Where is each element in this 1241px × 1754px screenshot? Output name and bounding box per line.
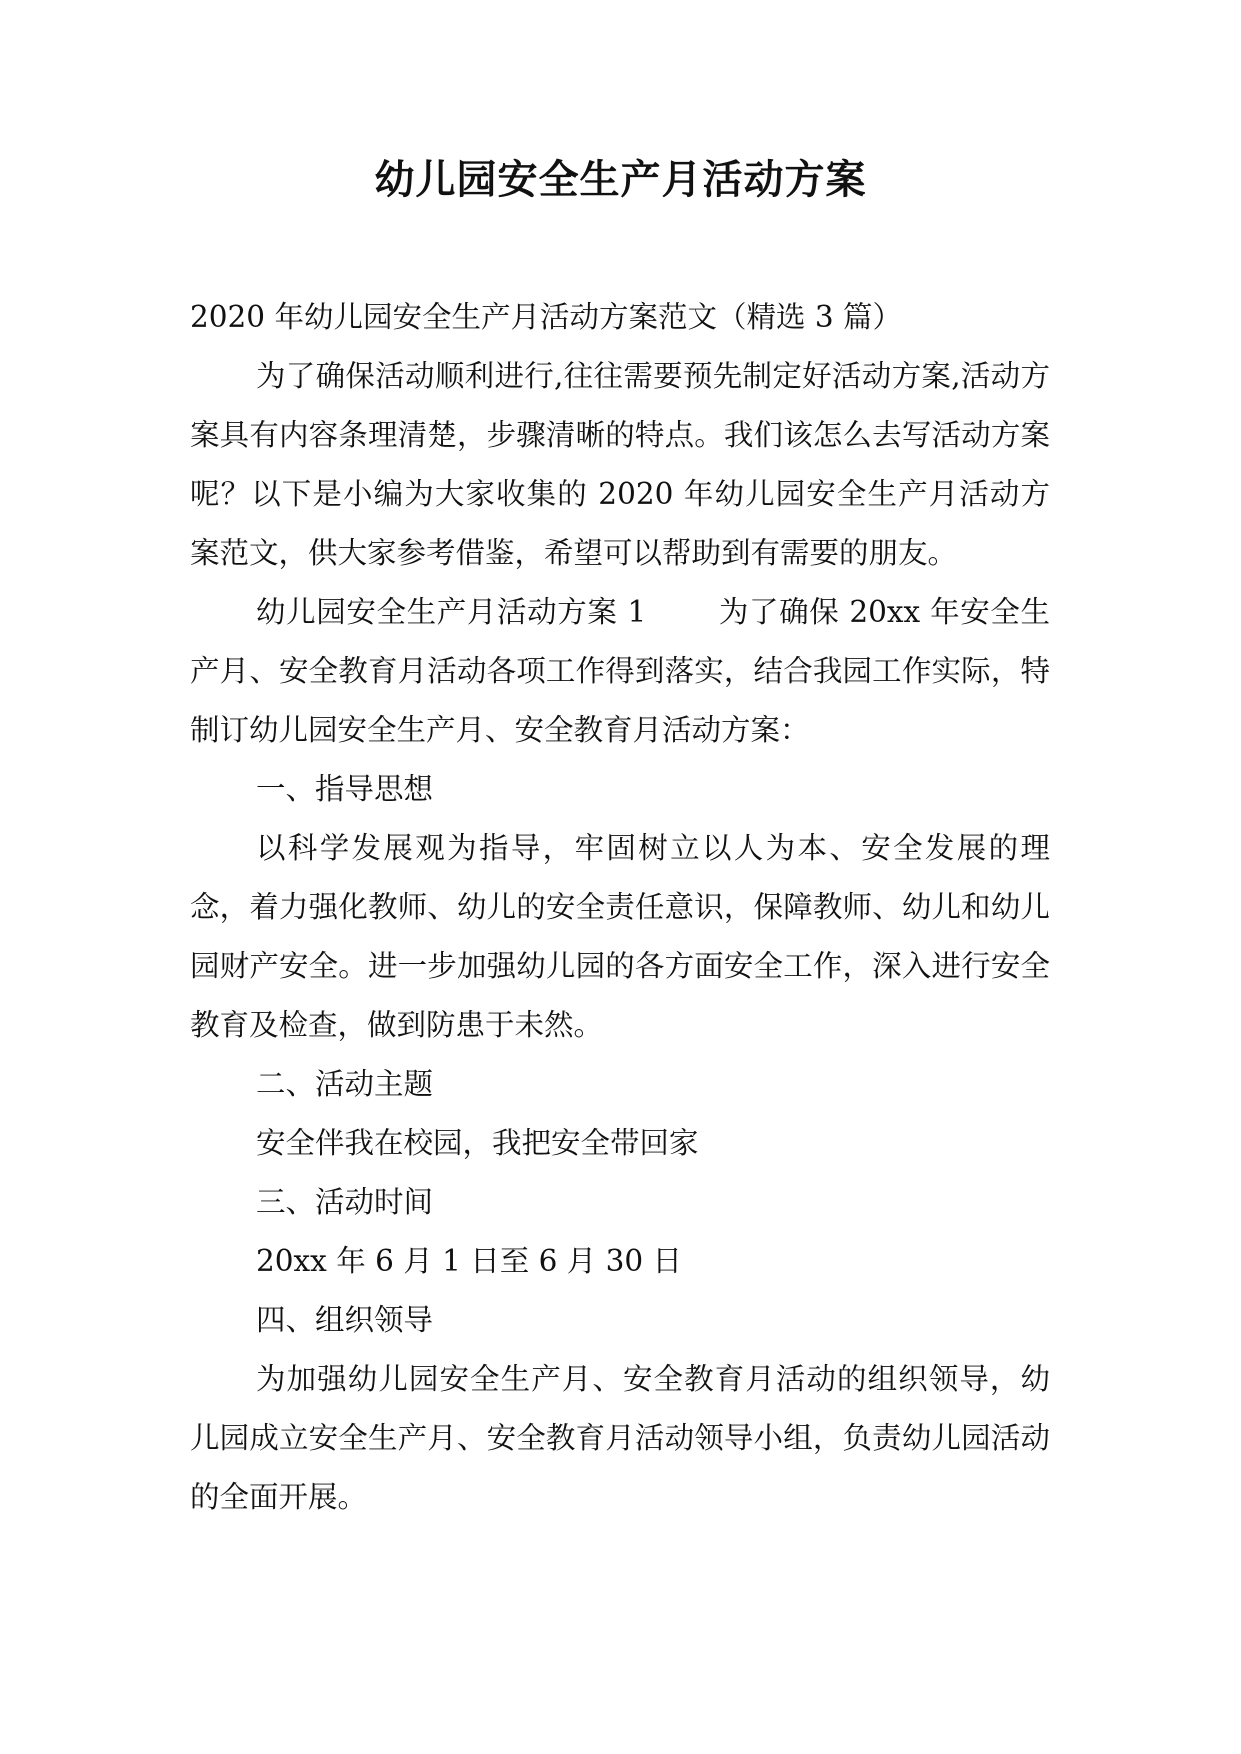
section-heading-organization: 四、组织领导 xyxy=(256,1303,434,1337)
section-body-activity-theme: 安全伴我在校园，我把安全带回家 xyxy=(256,1126,699,1160)
section-heading-activity-theme: 二、活动主题 xyxy=(256,1067,434,1101)
intro-paragraph: 为了确保活动顺利进行,往往需要预先制定好活动方案,活动方案具有内容条理清楚，步骤清晰的特点。我们该怎么去写活动方案呢？以下是小编为大家收集的 2020 年幼儿园安全生产月活动方案范文，供大家参考借鉴，希望可以帮助到有需要的朋友。 xyxy=(190,359,1050,570)
section-heading-guiding-ideology: 一、指导思想 xyxy=(256,772,434,806)
plan1-label: 幼儿园安全生产月活动方案 1 xyxy=(256,595,647,629)
plan1-intro: 为了确保 20xx 年安全生产月、安全教育月活动各项工作得到落实，结合我园工作实际，特制订幼儿园安全生产月、安全教育月活动方案： xyxy=(190,595,1050,747)
document-body xyxy=(190,288,1050,1527)
section-body-organization: 为加强幼儿园安全生产月、安全教育月活动的组织领导，幼儿园成立安全生产月、安全教育月活动领导小组，负责幼儿园活动的全面开展。 xyxy=(190,1362,1050,1514)
section-heading-activity-time: 三、活动时间 xyxy=(256,1185,434,1219)
document-title: 幼儿园安全生产月活动方案 xyxy=(374,157,867,203)
document-subtitle: 2020 年幼儿园安全生产月活动方案范文（精选 3 篇） xyxy=(190,300,902,334)
section-body-guiding-ideology: 以科学发展观为指导，牢固树立以人为本、安全发展的理念，着力强化教师、幼儿的安全责任意识，保障教师、幼儿和幼儿园财产安全。进一步加强幼儿园的各方面安全工作，深入进行安全教育及检查，做到防患于未然。 xyxy=(190,831,1050,1042)
section-body-activity-time: 20xx 年 6 月 1 日至 6 月 30 日 xyxy=(256,1244,683,1278)
plan1-paragraph xyxy=(190,583,1050,760)
